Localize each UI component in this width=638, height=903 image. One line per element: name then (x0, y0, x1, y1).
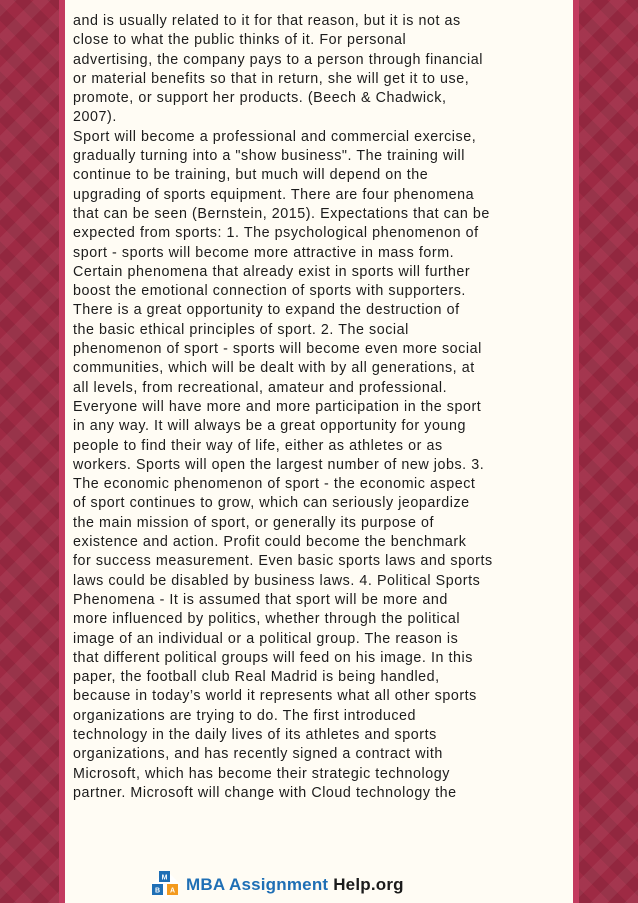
text-line: all levels, from recreational, amateur and professional. (73, 379, 448, 396)
text-line: people to find their way of life, either as athletes or as (73, 437, 443, 454)
text-line: sport - sports will become more attractive in mass form. (73, 244, 455, 261)
logo-letter-m: M (161, 874, 168, 882)
mba-logo-icon (150, 869, 182, 901)
text-line: and is usually related to it for that reason, but it is not as (73, 13, 461, 29)
logo-letter-b: B (154, 887, 161, 895)
text-line: continue to be training, but much will depend on the (73, 167, 429, 184)
text-line: or material benefits so that in return, she will get it to use, (73, 70, 470, 87)
text-line: promote, or support her products. (Beech & Chadwick, (73, 90, 447, 107)
brand-part1: MBA Assignment (186, 875, 334, 894)
text-line: phenomenon of sport - sports will become even more social (73, 341, 482, 358)
text-line: close to what the public thinks of it. For personal (73, 32, 407, 49)
text-line: expected from sports: 1. The psychological phenomenon of (73, 225, 479, 242)
text-line: image of an individual or a political group. The reason is (73, 630, 459, 647)
text-line: more influenced by politics, whether through the political (73, 611, 461, 628)
text-line: for success measurement. Even basic sports laws and sports (73, 553, 493, 570)
text-line: advertising, the company pays to a person through financial (73, 51, 483, 68)
text-line: technology in the daily lives of its athletes and sports (73, 726, 437, 743)
text-line: that different political groups will feed on his image. In this (73, 649, 473, 666)
text-line: that can be seen (Bernstein, 2015). Expectations that can be (73, 205, 490, 222)
text-line: There is a great opportunity to expand the destruction of (73, 302, 460, 319)
text-line: Certain phenomena that already exist in sports will further (73, 263, 471, 280)
document-page (59, 0, 579, 903)
body-text (73, 12, 573, 803)
text-line: the main mission of sport, or generally its purpose of (73, 514, 435, 531)
text-line: paper, the football club Real Madrid is being handled, (73, 669, 440, 686)
text-line: communities, which will be dealt with by all generations, at (73, 360, 475, 377)
brand-part2: Help.org (333, 875, 404, 894)
text-line: the basic ethical principles of sport. 2. The social (73, 321, 409, 338)
text-line: boost the emotional connection of sports with supporters. (73, 283, 466, 300)
text-line: Everyone will have more and more participation in the sport (73, 398, 482, 415)
text-line: workers. Sports will open the largest number of new jobs. 3. (73, 456, 485, 473)
brand-name[interactable] (186, 875, 404, 895)
text-line: Sport will become a professional and commercial exercise, (73, 128, 477, 145)
text-line: because in today’s world it represents what all other sports (73, 688, 477, 705)
text-line: The economic phenomenon of sport - the economic aspect (73, 476, 476, 493)
text-line: organizations are trying to do. The first introduced (73, 707, 417, 724)
text-line: partner. Microsoft will change with Cloud technology the (73, 784, 457, 801)
logo-letter-a: A (169, 887, 176, 895)
text-line: organizations, and has recently signed a contract with (73, 746, 443, 763)
text-line: upgrading of sports equipment. There are four phenomena (73, 186, 475, 203)
text-line: gradually turning into a "show business". The training will (73, 148, 466, 165)
text-line: 2007). (73, 109, 117, 126)
text-line: Microsoft, which has become their strategic technology (73, 765, 450, 782)
text-line: in any way. It will always be a great opportunity for young (73, 418, 466, 435)
text-line: Phenomena - It is assumed that sport will be more and (73, 591, 448, 608)
text-line: laws could be disabled by business laws. 4. Political Sports (73, 572, 481, 589)
text-line: existence and action. Profit could become the benchmark (73, 534, 467, 551)
text-line: of sport continues to grow, which can seriously jeopardize (73, 495, 470, 512)
footer-brand (150, 868, 404, 902)
